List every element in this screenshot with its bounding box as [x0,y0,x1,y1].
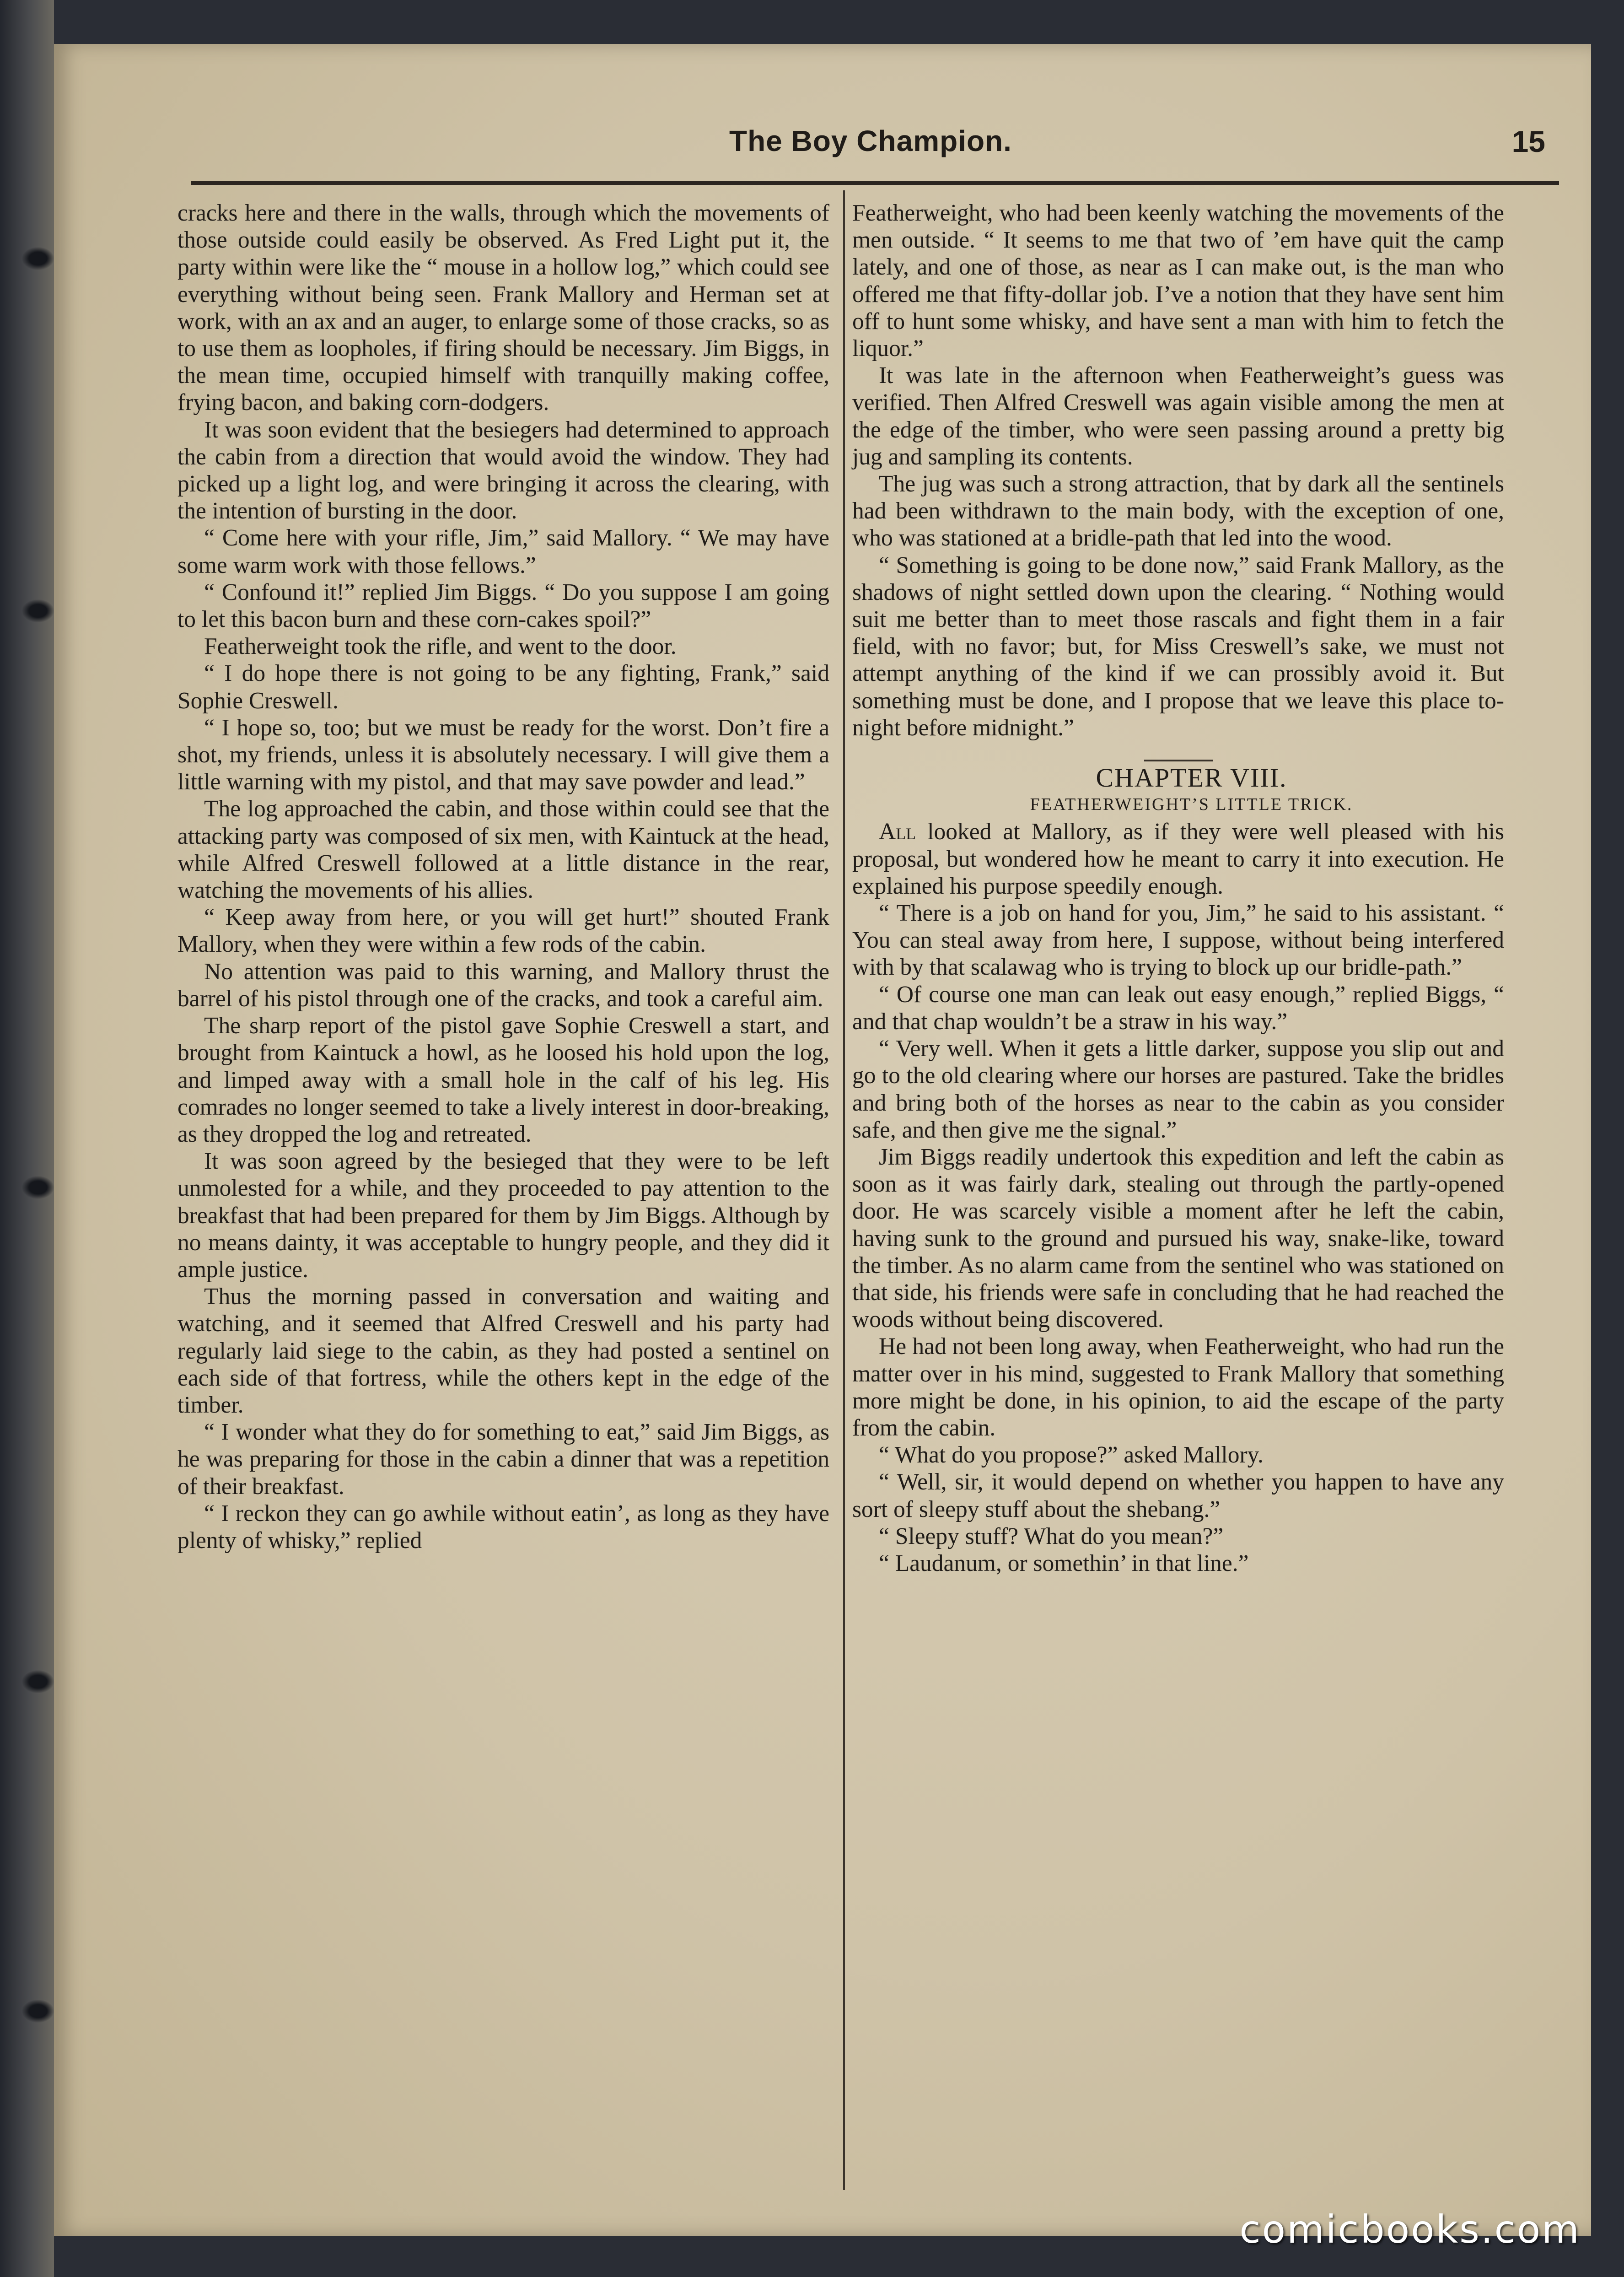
page-number: 15 [1511,124,1545,158]
binding-stitch [22,2000,54,2023]
chapter-first-paragraph [852,818,1504,900]
running-title: The Boy Champion. [729,124,1012,157]
chapter-title: CHAPTER VIII. [1096,763,1287,793]
binding-stitch [22,247,54,270]
binding-stitch [22,1176,54,1199]
paragraph: “ I hope so, too; but we must be ready for the worst. Don’t fire a shot, my friends, unless it is absolutely necessary. I will give them a little warning with my pistol, and that may save powder and lead.” [177,714,829,795]
right-column [852,200,1504,1577]
paragraph: Thus the morning passed in conversation and waiting and watching, and it seemed that Alfred Creswell and his party had regularly laid siege to the cabin, as they had posted a sentinel on each side of that fortress, while the others kept in the edge of the timber. [177,1284,829,1418]
paragraph: It was soon evident that the besiegers had determined to approach the cabin from a direction that would avoid the window. They had picked up a light log, and were bringing it across the clearing, with the intention of bursting in the door. [177,416,829,524]
paragraph: cracks here and there in the walls, through which the movements of those outside could easily be observed. As Fred Light put it, the party within were like the “ mouse in a hollow log,” which could see everything without being seen. Frank Mallory and Herman set at work, with an ax and an auger, to enlarge some of those cracks, so as to use them as loopholes, if firing should be necessary. Jim Biggs, in the mean time, occupied himself with tranquilly making coffee, frying bacon, and baking corn-dodgers. [177,200,829,416]
paragraph: “ Laudanum, or somethin’ in that line.” [879,1550,1249,1576]
paragraph: “ Come here with your rifle, Jim,” said Mallory. “ We may have some warm work with those fellows.” [177,525,829,578]
magazine-page [54,44,1591,2236]
watermark: comicbooks.com [1239,2207,1581,2252]
paragraph: He had not been long away, when Featherweight, who had run the matter over in his mind, suggested to Frank Mallory that something more might be done, in his opinion, to aid the escape of the party from the cabin. [852,1333,1504,1441]
paragraph: The log approached the cabin, and those within could see that the attacking party was composed of six men, with Kaintuck at the head, while Alfred Creswell followed at a little distance in the rear, watching the movements of his allies. [177,796,829,904]
paragraph: Featherweight, who had been keenly watching the movements of the men outside. “ It seems to me that two of ’em have quit the camp lately, and one of those, as near as I can make out, is the man who offered me that fifty-dollar job. I’ve a notion that they have sent him off to hunt some whisky, and have sent a man with him to fetch the liquor.” [852,200,1504,362]
paragraph: “ What do you propose?” asked Mallory. [879,1442,1264,1468]
paragraph: Jim Biggs readily undertook this expedition and left the cabin as soon as it was fairly dark, stealing out through the partly-opened door. He was scarcely visible a moment after he left the cabin, having sunk to the ground and pursued his way, snake-like, toward the timber. As no alarm came from the sentinel who was stationed on that side, his friends were safe in concluding that he had reached the woods without being discovered. [852,1144,1504,1333]
paragraph: “ Confound it!” replied Jim Biggs. “ Do you suppose I am going to let this bacon burn and these corn-cakes spoil?” [177,579,829,633]
paragraph: “ Well, sir, it would depend on whether you happen to have any sort of sleepy stuff about the shebang.” [852,1469,1504,1522]
chapter-subtitle: FEATHERWEIGHT’S LITTLE TRICK. [1030,795,1353,815]
header-rule [191,181,1559,185]
paragraph: The sharp report of the pistol gave Sophie Creswell a start, and brought from Kaintuck a howl, as he loosed his hold upon the log, and limped away with a small hole in the calf of his leg. His comrades no longer seemed to take a lively interest in door-breaking, as they dropped the log and retreated. [177,1013,829,1147]
binding-stitch [22,599,54,622]
page-header [187,124,1554,179]
paragraph: “ I reckon they can go awhile without eatin’, as long as they have plenty of whisky,” replied [177,1500,829,1554]
chapter-first-paragraph-text: looked at Mallory, as if they were well pleased with his proposal, but wondered how he meant to carry it into execution. He explained his purpose speedily enough. [852,819,1504,899]
paragraph: “ I wonder what they do for something to eat,” said Jim Biggs, as he was preparing for those in the cabin a dinner that was a repetition of their breakfast. [177,1419,829,1500]
paragraph: The jug was such a strong attraction, that by dark all the sentinels had been withdrawn to the main body, with the exception of one, who was stationed at a bridle-path that led into the wood. [852,471,1504,551]
paragraph: No attention was paid to this warning, and Mallory thrust the barrel of his pistol through one of the cracks, and took a careful aim. [177,958,829,1012]
section-rule [1144,760,1213,761]
column-divider [843,190,845,2190]
paragraph: It was soon agreed by the besieged that they were to be left unmolested for a while, and they proceeded to pay attention to the breakfast that had been prepared for them by Jim Biggs. Although by no means dainty, it was acceptable to hungry people, and they did it ample justice. [177,1148,829,1283]
chapter-first-word: All [879,819,916,845]
paragraph: “ Sleepy stuff? What do you mean?” [879,1523,1224,1549]
binding-spine [0,0,54,2277]
binding-stitch [22,1670,54,1693]
paragraph: “ I do hope there is not going to be any fighting, Frank,” said Sophie Creswell. [177,660,829,714]
paragraph: “ Keep away from here, or you will get hurt!” shouted Frank Mallory, when they were within a few rods of the cabin. [177,904,829,958]
paragraph: “ Something is going to be done now,” said Frank Mallory, as the shadows of night settled down upon the clearing. “ Nothing would suit me better than to meet those rascals and fight them in a fair field, with no favor; but, for Miss Creswell’s sake, we must not attempt anything of the kind if we can prossibly avoid it. But something must be done, and I propose that we leave this place to-night before midnight.” [852,552,1504,741]
paragraph: Featherweight took the rifle, and went to the door. [204,633,677,660]
paragraph: “ Very well. When it gets a little darker, suppose you slip out and go to the old clearing where our horses are pastured. Take the bridles and bring both of the horses as near to the cabin as you consider safe, and then give me the signal.” [852,1036,1504,1143]
paragraph: “ Of course one man can leak out easy enough,” replied Biggs, “ and that chap wouldn’t be a straw in his way.” [852,981,1504,1035]
paragraph: “ There is a job on hand for you, Jim,” he said to his assistant. “ You can steal away from here, I suppose, without being interfered with by that scalawag who is trying to block up our bridle-path.” [852,900,1504,981]
left-column [177,200,829,1554]
paragraph: It was late in the afternoon when Featherweight’s guess was verified. Then Alfred Creswell was again visible among the men at the edge of the timber, who were seen passing around a pretty big jug and sampling its contents. [852,362,1504,470]
